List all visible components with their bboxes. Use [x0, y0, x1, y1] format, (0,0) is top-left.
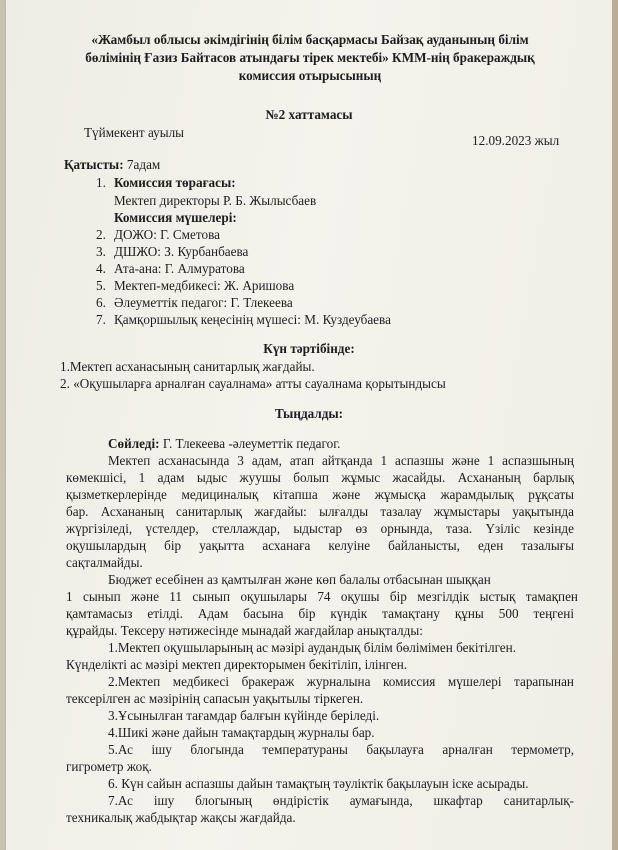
finding-4: 4.Шикі және дайын тамақтардың журналы бар. [108, 725, 375, 740]
p1-line-2: көмекшісі, 1 адам ыдыс жуушы болып жұмыс жасайды. Асхананың барлық [66, 470, 574, 485]
protocol-date: 12.09.2023 жыл [472, 133, 560, 148]
p2-line-1: Бюджет есебінен аз қамтылған және көп балалы отбасынан шыққан [108, 572, 491, 587]
header-line-1: «Жамбыл облысы әкімдігінің білім басқармасы Байзақ ауданының білім [91, 32, 529, 47]
finding-1a: 1.Мектеп оқушыларының ас мәзірі аудандық білім бөлімімен бекітілген. [108, 640, 517, 655]
member-num-3: 3. [96, 244, 106, 259]
finding-2a: 2.Мектеп медбикесі бракераж журналына комиссия мүшелері тарапынан [108, 674, 574, 689]
p1-line-5: жүргізіледі, үстелдер, стеллаждар, ыдыстар өз орнында, таза. Үзіліс кезінде [66, 521, 574, 536]
header-line-2: бөлімінің Ғазиз Байтасов атындағы тірек мектебі» КММ-нің бракераждық [85, 50, 535, 65]
p1-line-6: оқушылардың бір уақытта асханаға келуіне байланысты, еден тазалығы [66, 538, 574, 553]
p2-line-4: құрайды. Тексеру нәтижесінде мынадай жағдайлар анықталды: [66, 623, 423, 638]
chair-name: Мектеп директоры Р. Б. Жылысбаев [114, 193, 317, 208]
member-num-1: 1. [96, 175, 106, 190]
page-edge-right [612, 0, 618, 850]
member-5: Мектеп-медбикесі: Ж. Аришова [114, 278, 295, 293]
speaker-line [108, 436, 340, 452]
members-heading: Комиссия мүшелері: [114, 210, 237, 225]
member-3: ДШЖО: З. Курбанбаева [114, 244, 249, 259]
finding-3: 3.Ұсынылған тағамдар балғын күйінде беріледі. [108, 708, 380, 723]
header-line-3: комиссия отырысының [238, 68, 382, 83]
member-num-5: 5. [96, 278, 106, 293]
attendance [64, 157, 160, 173]
p1-line-4: бар. Асхананың санитарлық жағдайы: ылғалды тазалау жұмыстары уақытында [66, 504, 574, 519]
finding-5a: 5.Ас ішу блогында температураны бақылауға арналған термометр, [108, 742, 574, 757]
member-4: Ата-ана: Г. Алмуратова [114, 261, 245, 276]
member-num-2: 2. [96, 227, 106, 242]
finding-7b: техникалық жабдықтар жақсы жағдайда. [66, 810, 296, 825]
attendance-label: Қатысты: [64, 157, 124, 172]
p1-line-3: қызметкерлерінде медициналық кітапша және жұмысқа жарамдылық рұқсаты [66, 487, 574, 502]
finding-1b: Күнделікті ас мәзірі мектеп директорымен бекітіліп, ілінген. [66, 657, 408, 672]
finding-6: 6. Күн сайын аспазшы дайын тамақтың тәуліктік бақылауын іске асырады. [108, 776, 529, 791]
agenda-heading: Күн тәртібінде: [263, 341, 355, 356]
speaker-text: Г. Тлекеева -әлеуметтік педагог. [159, 436, 341, 451]
agenda-item-2: 2. «Оқушыларға арналған сауалнама» атты сауалнама қорытындысы [60, 376, 446, 391]
finding-7a: 7.Ас ішу блогының өндірістік аумағында, шкафтар санитарлық- [108, 793, 574, 808]
protocol-number: №2 хаттамасы [265, 107, 353, 122]
p1-line-7: сақталмайды. [66, 555, 143, 570]
heard-heading: Тыңдалды: [274, 406, 344, 421]
finding-2b: тексерілген ас мәзірінің сапасын уақытылы тіркеген. [66, 691, 364, 706]
member-num-7: 7. [96, 312, 106, 327]
member-num-6: 6. [96, 295, 106, 310]
attendance-value: 7адам [126, 157, 161, 172]
protocol-place: Түймекент ауылы [84, 125, 185, 140]
member-6: Әлеуметтік педагог: Г. Тлекеева [114, 295, 293, 310]
member-num-4: 4. [96, 261, 106, 276]
finding-5b: гигрометр жоқ. [66, 759, 152, 774]
p2-line-2: 1 сынып және 11 сынып оқушылары 74 оқушы бір мезгілдік ыстық тамақпен [66, 589, 578, 604]
member-2: ДОЖО: Г. Сметова [114, 227, 220, 242]
speaker-label: Сөйледі: [108, 436, 160, 451]
member-7: Қамқоршылық кеңесінің мүшесі: М. Куздеубаева [114, 312, 391, 327]
p1-line-1: Мектеп асханасында 3 адам, атап айтқанда 1 аспазшы және 1 аспазшының [108, 453, 574, 468]
chair-heading: Комиссия төрағасы: [114, 175, 236, 190]
p2-line-3: қамтамасыз етілді. Адам басына бір күндік тамақтану құны 500 теңгені [66, 606, 574, 621]
agenda-item-1: 1.Мектеп асханасының санитарлық жағдайы. [60, 359, 315, 374]
